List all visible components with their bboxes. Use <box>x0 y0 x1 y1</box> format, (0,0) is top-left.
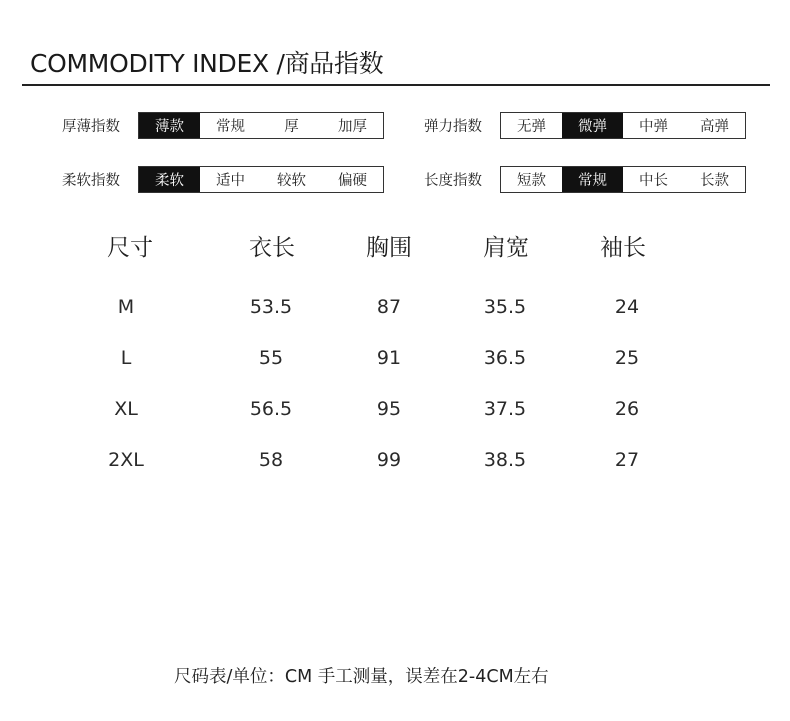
index-label: 弹力指数 <box>424 119 482 135</box>
index-option: 微弹 <box>562 113 623 138</box>
index-option: 常规 <box>216 119 245 135</box>
index-label: 长度指数 <box>424 173 482 189</box>
table-cell: 27 <box>614 449 640 471</box>
title-divider <box>22 84 770 86</box>
index-option: 常规 <box>562 167 623 192</box>
table-cell: 25 <box>614 347 640 369</box>
table-cell: XL <box>114 398 138 420</box>
index-option: 柔软 <box>139 167 200 192</box>
table-cell: 35.5 <box>483 296 527 318</box>
index-thickness <box>62 112 384 139</box>
table-cell: 55 <box>258 347 284 369</box>
table-cell: 56.5 <box>249 398 293 420</box>
index-options <box>138 166 384 193</box>
table-cell: 95 <box>376 398 402 420</box>
index-option: 短款 <box>517 173 546 189</box>
table-cell: M <box>117 296 135 318</box>
index-softness <box>62 166 384 193</box>
table-cell: 37.5 <box>483 398 527 420</box>
index-label: 柔软指数 <box>62 173 120 189</box>
index-elasticity <box>424 112 746 139</box>
table-cell: 99 <box>376 449 402 471</box>
table-cell: 24 <box>614 296 640 318</box>
index-option: 偏硬 <box>338 173 367 189</box>
size-footnote: 尺码表/单位：CM 手工测量，误差在2-4CM左右 <box>174 667 549 687</box>
table-header: 胸围 <box>366 235 412 261</box>
table-header: 肩宽 <box>483 235 529 261</box>
index-option: 长款 <box>700 173 729 189</box>
index-option: 薄款 <box>139 113 200 138</box>
index-label: 厚薄指数 <box>62 119 120 135</box>
index-options <box>500 166 746 193</box>
index-option: 中弹 <box>639 119 668 135</box>
table-cell: 53.5 <box>249 296 293 318</box>
table-cell: 58 <box>258 449 284 471</box>
index-length <box>424 166 746 193</box>
table-cell: 26 <box>614 398 640 420</box>
index-option: 厚 <box>284 119 299 135</box>
table-header: 衣长 <box>249 235 295 261</box>
table-cell: 2XL <box>108 449 144 471</box>
table-cell: 38.5 <box>483 449 527 471</box>
table-cell: 91 <box>376 347 402 369</box>
table-cell: L <box>120 347 132 369</box>
index-option: 中长 <box>639 173 668 189</box>
table-header: 袖长 <box>600 235 646 261</box>
table-cell: 36.5 <box>483 347 527 369</box>
index-option: 适中 <box>216 173 245 189</box>
index-option: 高弹 <box>700 119 729 135</box>
page-title: COMMODITY INDEX /商品指数 <box>30 49 384 78</box>
table-header: 尺寸 <box>107 235 153 261</box>
index-option: 较软 <box>277 173 306 189</box>
index-options <box>500 112 746 139</box>
index-option: 加厚 <box>338 119 367 135</box>
index-options <box>138 112 384 139</box>
index-option: 无弹 <box>517 119 546 135</box>
table-cell: 87 <box>376 296 402 318</box>
